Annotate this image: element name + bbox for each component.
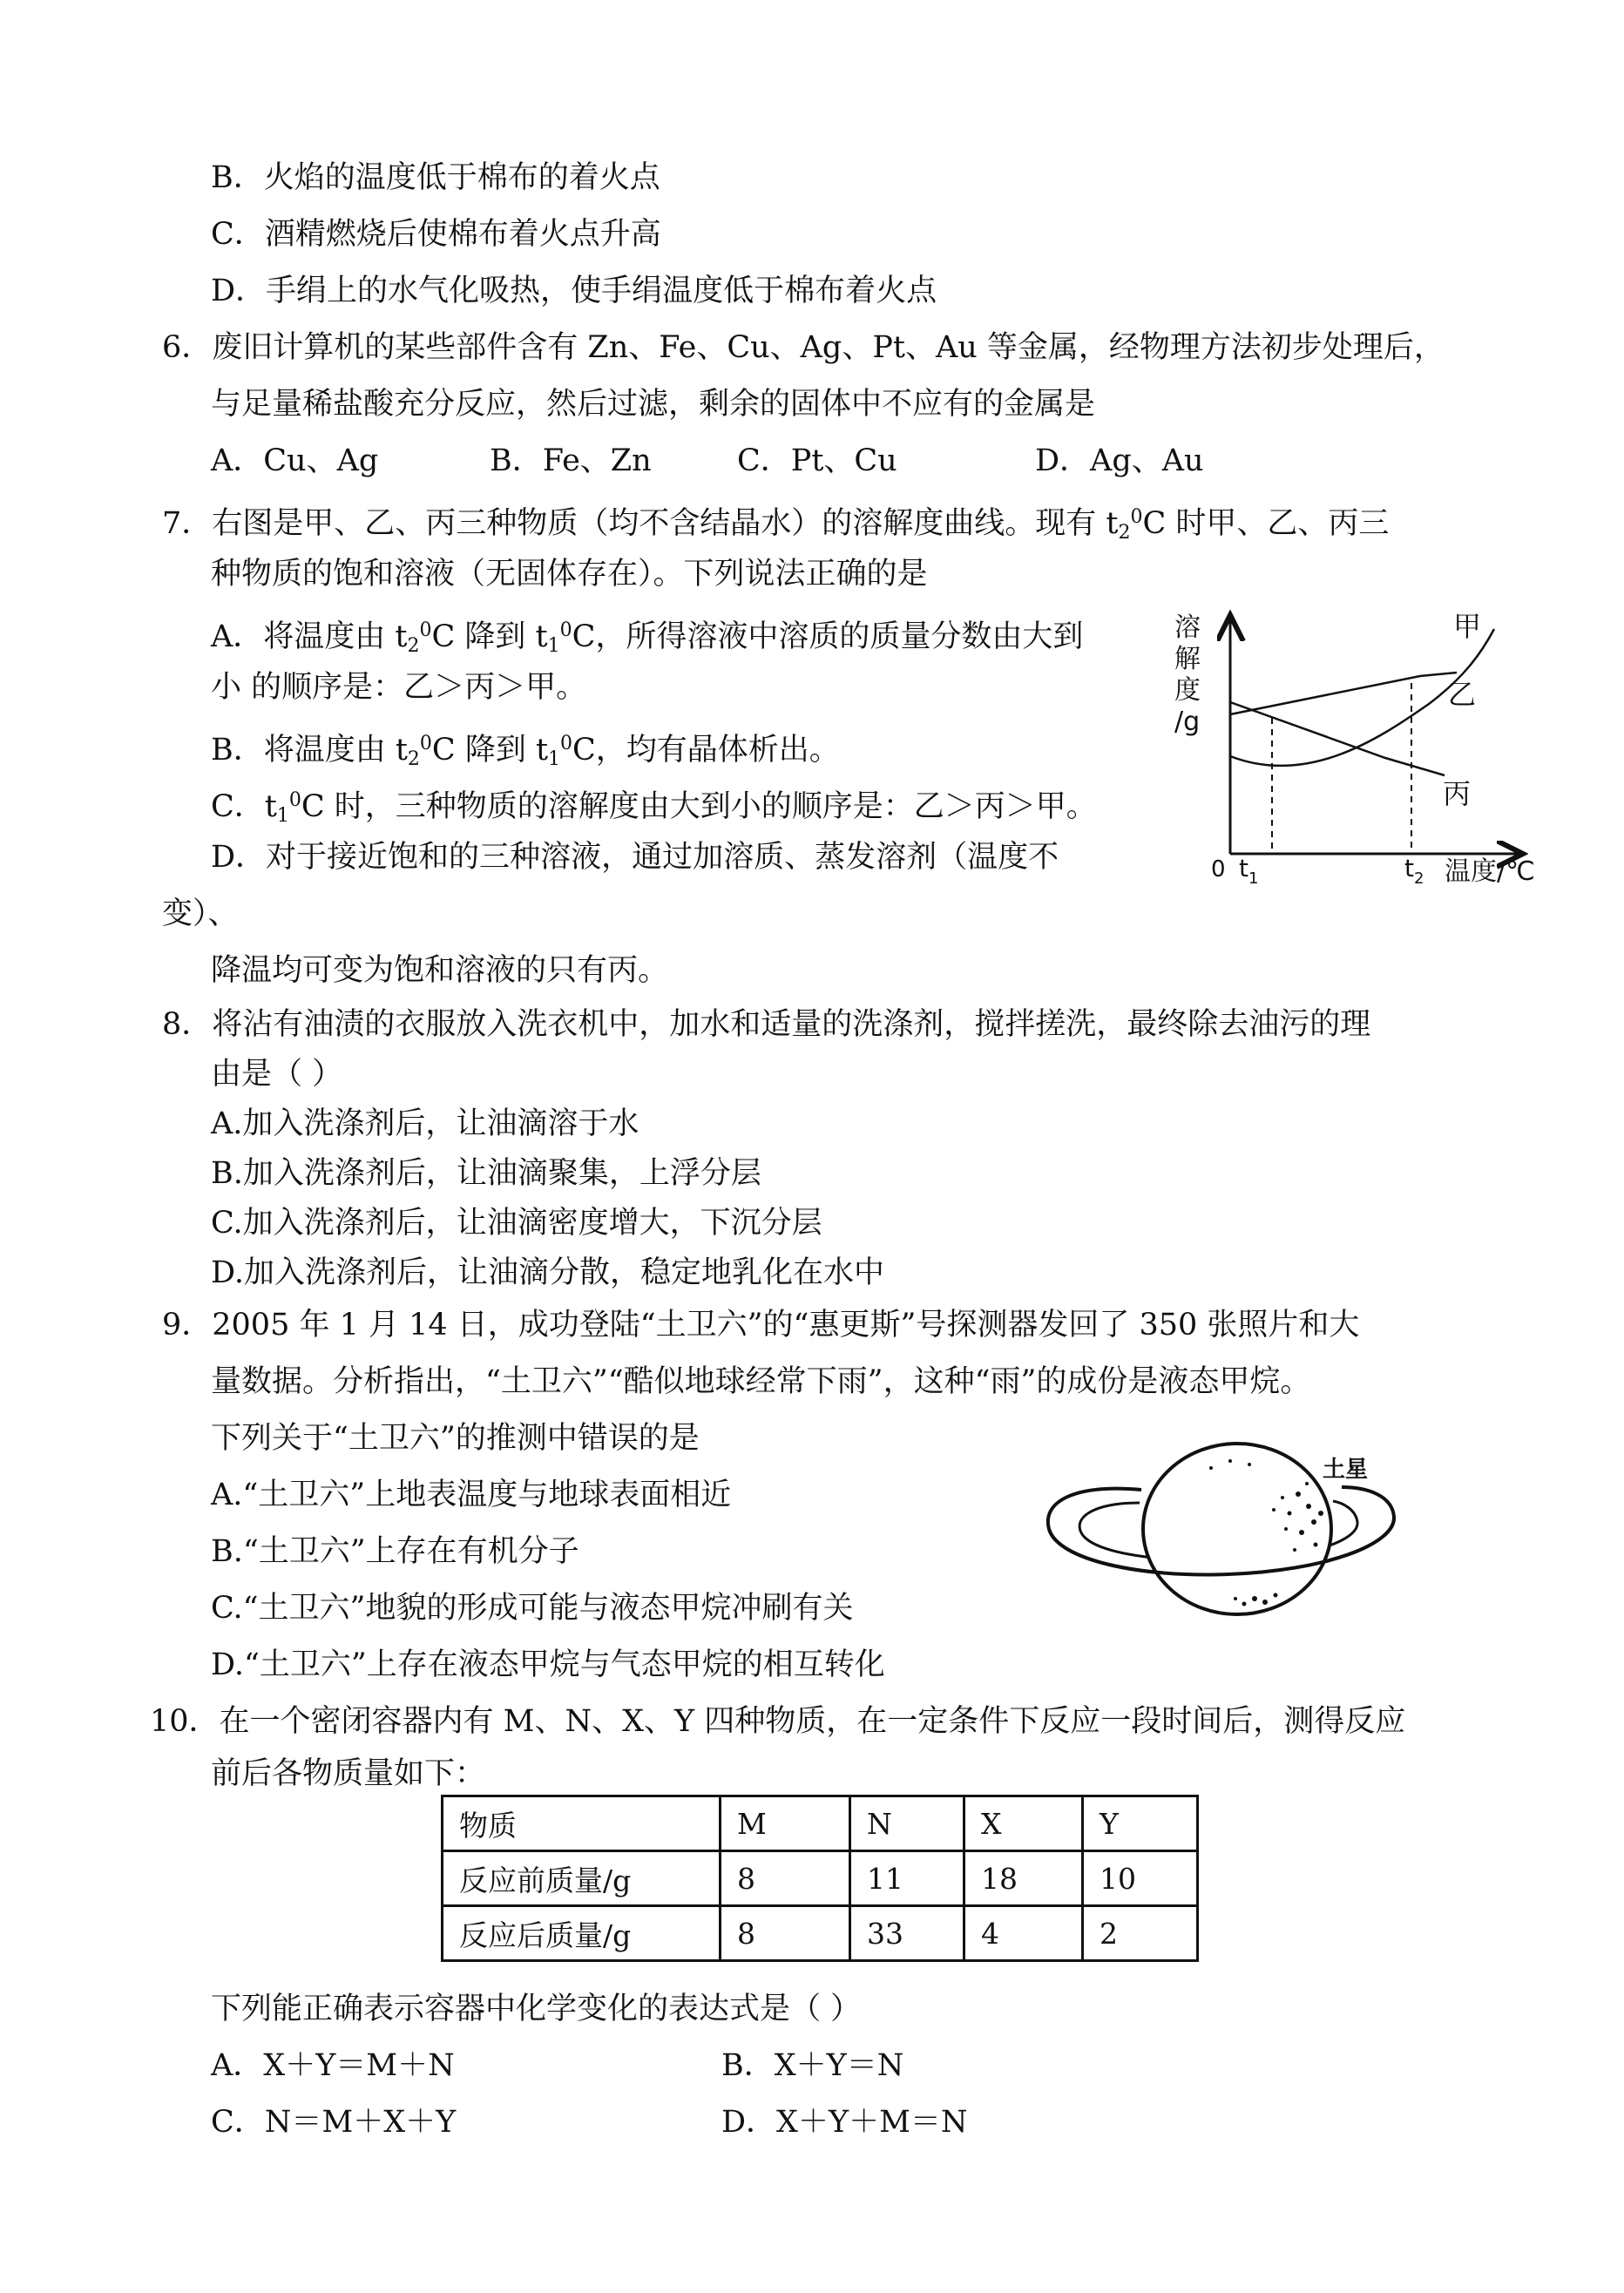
q10-option-c: C．N＝M＋X＋Y <box>211 2105 457 2140</box>
q6-stem-line1: 6．废旧计算机的某些部件含有 Zn、Fe、Cu、Ag、Pt、Au 等金属，经物理方法初步处理后， <box>162 330 1445 365</box>
ylabel-char-3: 度 <box>1174 675 1201 706</box>
q6-option-b: B．Fe、Zn <box>490 443 652 478</box>
table-cell: 10 <box>1083 1851 1198 1906</box>
q10-stem-line2: 前后各物质量如下： <box>211 1756 486 1791</box>
q8-option-b: B.加入洗涤剂后，让油滴聚集，上浮分层 <box>211 1156 761 1191</box>
saturn-label: 土星 <box>1323 1457 1369 1483</box>
q8-stem-line2: 由是（ ） <box>211 1057 343 1092</box>
q7-option-d-line3: 降温均可变为饱和溶液的只有丙。 <box>211 953 669 988</box>
ylabel-char-2: 解 <box>1174 644 1201 674</box>
table-cell: 8 <box>721 1906 850 1961</box>
q7-stem-line1: 7．右图是甲、乙、丙三种物质（均不含结晶水）的溶解度曲线。现有 $t_2^0C$ 时甲、乙、丙三 <box>162 506 1390 544</box>
table-header-cell: M <box>721 1796 850 1851</box>
q10-option-d: D．X＋Y＋M＝N <box>721 2105 968 2140</box>
q10-stem-line1: 10．在一个密闭容器内有 M、N、X、Y 四种物质，在一定条件下反应一段时间后，测得反应 <box>150 1704 1406 1739</box>
xlabel: 温度/℃ <box>1445 856 1535 887</box>
saturn-planet-body <box>1143 1444 1331 1614</box>
q8-option-d: D.加入洗涤剂后，让油滴分散，稳定地乳化在水中 <box>211 1255 884 1290</box>
q9-stem-line2: 量数据。分析指出，“土卫六”“酷似地球经常下雨”，这种“雨”的成份是液态甲烷。 <box>211 1364 1311 1399</box>
table-cell: 2 <box>1083 1906 1198 1961</box>
solubility-curve-figure <box>1167 601 1568 897</box>
q10-option-b: B．X＋Y＝N <box>721 2048 904 2083</box>
label-jia: 甲 <box>1453 610 1482 643</box>
q8-stem-line1: 8．将沾有油渍的衣服放入洗衣机中，加水和适量的洗涤剂，搅拌搓洗，最终除去油污的理 <box>162 1007 1371 1042</box>
q7-option-d-line1: D．对于接近饱和的三种溶液，通过加溶质、蒸发溶剂（温度不 <box>211 840 1059 875</box>
q6-option-d: D．Ag、Au <box>1035 443 1204 478</box>
origin-label: 0 <box>1211 856 1226 883</box>
q6-option-c: C．Pt、Cu <box>737 443 897 478</box>
q7-option-b: B．将温度由 $t_2^0C$ 降到 $t_1^0C$，均有晶体析出。 <box>211 733 840 770</box>
t1-label: $t_1$ <box>1239 854 1259 888</box>
q7-option-a-line2: 小 的顺序是：乙＞丙＞甲。 <box>211 670 587 705</box>
q7-option-d-line2: 变）、 <box>162 896 239 931</box>
table-header-row <box>443 1796 1198 1851</box>
q5-option-b: B．火焰的温度低于棉布的着火点 <box>211 160 660 195</box>
q10-option-a: A．X＋Y＝M＋N <box>211 2048 455 2083</box>
table-header-cell: N <box>850 1796 964 1851</box>
table-row <box>443 1906 1198 1961</box>
table-cell: 反应后质量/g <box>443 1906 721 1961</box>
q9-stem-line1: 9．2005 年 1 月 14 日，成功登陆“土卫六”的“惠更斯”号探测器发回了 350 张照片和大 <box>162 1308 1360 1343</box>
q9-option-d: D.“土卫六”上存在液态甲烷与气态甲烷的相互转化 <box>211 1647 885 1682</box>
label-bing: 丙 <box>1443 777 1472 810</box>
table-cell: 4 <box>964 1906 1083 1961</box>
table-cell: 33 <box>850 1906 964 1961</box>
table-cell: 11 <box>850 1851 964 1906</box>
q5-option-d: D．手绢上的水气化吸热，使手绢温度低于棉布着火点 <box>211 274 937 308</box>
q9-stem-line3: 下列关于“土卫六”的推测中错误的是 <box>211 1421 700 1456</box>
saturn-figure <box>1037 1442 1420 1616</box>
q7-option-c: C．$t_1^0C$ 时，三种物质的溶解度由大到小的顺序是：乙＞丙＞甲。 <box>211 789 1097 827</box>
q7-option-a-line1: A．将温度由 $t_2^0C$ 降到 $t_1^0C$，所得溶液中溶质的质量分数由大到 <box>211 619 1084 657</box>
q9-option-b: B.“土卫六”上存在有机分子 <box>211 1534 579 1569</box>
q7-stem-line2: 种物质的饱和溶液（无固体存在）。下列说法正确的是 <box>211 557 928 592</box>
ylabel-char-4: /g <box>1174 707 1201 737</box>
table-header-cell: Y <box>1083 1796 1198 1851</box>
mass-table <box>441 1795 1199 1962</box>
q9-option-c: C.“土卫六”地貌的形成可能与液态甲烷冲刷有关 <box>211 1591 854 1626</box>
t2-label: $t_2$ <box>1404 854 1424 888</box>
q5-option-c: C．酒精燃烧后使棉布着火点升高 <box>211 217 661 252</box>
table-header-cell: 物质 <box>443 1796 721 1851</box>
table-header-cell: X <box>964 1796 1083 1851</box>
table-row <box>443 1851 1198 1906</box>
table-cell: 18 <box>964 1851 1083 1906</box>
table-cell: 反应前质量/g <box>443 1851 721 1906</box>
ylabel-char-1: 溶 <box>1174 612 1201 643</box>
label-yi: 乙 <box>1448 678 1477 711</box>
q6-stem-line2: 与足量稀盐酸充分反应，然后过滤，剩余的固体中不应有的金属是 <box>211 387 1096 422</box>
q8-option-a: A.加入洗涤剂后，让油滴溶于水 <box>211 1106 639 1141</box>
q6-option-a: A．Cu、Ag <box>211 443 379 478</box>
q9-option-a: A.“土卫六”上地表温度与地球表面相近 <box>211 1478 732 1512</box>
table-cell: 8 <box>721 1851 850 1906</box>
q10-question: 下列能正确表示容器中化学变化的表达式是（ ） <box>211 1992 862 2026</box>
q8-option-c: C.加入洗涤剂后，让油滴密度增大，下沉分层 <box>211 1206 822 1241</box>
